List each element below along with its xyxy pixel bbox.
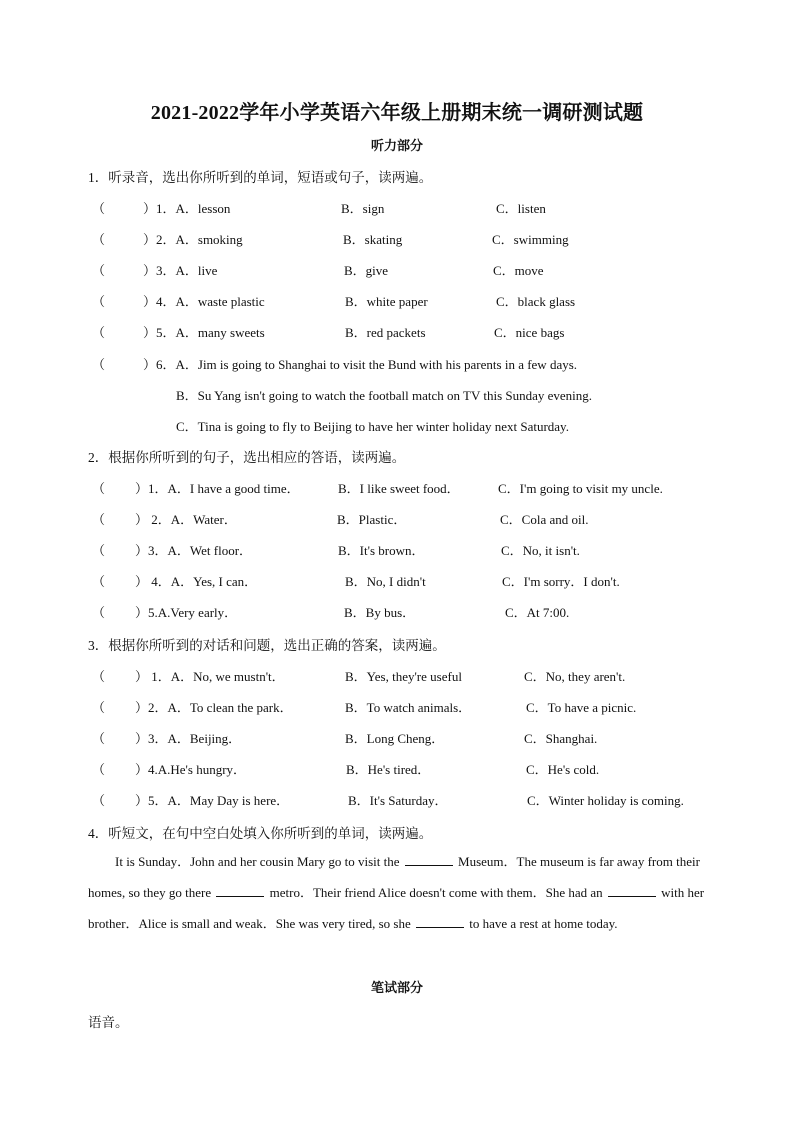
part1-item-c: C．black glass [496, 294, 576, 309]
part2-item-a: ） 4．A．Yes, I can． [135, 574, 258, 589]
part1-item6-c: C．Tina is going to fly to Beijing to have her winter holiday next Saturday. [176, 419, 569, 434]
passage-text: with her brother．Alice is small and weak．She was very tired, so she [88, 885, 705, 931]
part2-item-a: ） 2．A．Water． [135, 512, 237, 527]
listening-heading: 听力部分 [370, 138, 423, 153]
part1-item-c: C．move [493, 263, 544, 278]
part1-instruction: 1．听录音，选出你所听到的单词，短语或句子，读两遍。 [88, 170, 433, 185]
part1-item-b: B．skating [343, 232, 403, 247]
fill-blank[interactable] [416, 915, 464, 928]
part3-item-b: B．To watch animals． [345, 700, 472, 715]
part1-item-c: C．nice bags [494, 325, 565, 340]
part1-item-b: B．sign [341, 201, 385, 216]
part1-item6-b: B．Su Yang isn't going to watch the football match on TV this Sunday evening. [176, 388, 593, 403]
fill-blank[interactable] [608, 884, 656, 897]
passage-text: to have a rest at [469, 916, 551, 931]
passage-text: It is Sunday．John and her cousin Mary go to visit the [115, 854, 400, 869]
part1-item-b: B．white paper [345, 294, 428, 309]
part3-item-a: ）5．A．May Day is here． [135, 793, 290, 808]
part3-item-c: C．Winter holiday is coming. [527, 793, 684, 808]
part3-item-c: C．To have a picnic. [526, 700, 637, 715]
part2-item-b: B．I like sweet food． [338, 481, 460, 496]
part3-item-c: C．No, they aren't. [524, 669, 626, 684]
part1-item-a: ）5．A．many sweets [143, 325, 265, 340]
written-heading: 笔试部分 [370, 980, 423, 995]
part1-item6-a: ）6．A．Jim is going to Shanghai to visit the Bund with his parents in a few days. [143, 357, 578, 372]
part2-item-c: C．I'm going to visit my uncle. [498, 481, 663, 496]
part2-item-a: ）5.A.Very early． [135, 605, 238, 620]
fill-blank[interactable] [216, 884, 264, 897]
part2-item-a: ）3．A．Wet floor． [135, 543, 253, 558]
passage-text: home today. [554, 916, 618, 931]
part3-item-b: B．Yes, they're useful [345, 669, 462, 684]
exam-title: 2021-2022学年小学英语六年级上册期末统一调研测试题 [150, 102, 644, 124]
part3-item-b: B．He's tired． [346, 762, 431, 777]
part3-item-c: C．He's cold. [526, 762, 600, 777]
part1-item-a: ）2．A．smoking [143, 232, 243, 247]
part4-passage [88, 846, 708, 939]
part3-item-a: ）3．A．Beijing． [135, 731, 242, 746]
part1-item-b: B．red packets [345, 325, 426, 340]
part3-item-a: ） 1．A．No, we mustn't． [135, 669, 285, 684]
part2-item-c: C．Cola and oil. [500, 512, 589, 527]
part2-item-a: ）1．A．I have a good time． [135, 481, 300, 496]
part3-item-b: B．Long Cheng． [345, 731, 445, 746]
part1-item-c: C．swimming [492, 232, 569, 247]
part2-instruction: 2．根据你所听到的句子，选出相应的答语，读两遍。 [88, 450, 406, 465]
part2-item-c: C．No, it isn't. [501, 543, 580, 558]
part1-item-a: ）3．A．live [143, 263, 218, 278]
part1-item-a: ）1．A．lesson [143, 201, 231, 216]
part2-item-c: C．At 7:00. [505, 605, 570, 620]
part2-item-b: B．By bus． [344, 605, 416, 620]
passage-text: metro．Their friend Alice doesn't come with them．She had an [269, 885, 603, 900]
part2-item-c: C．I'm sorry．I don't. [502, 574, 620, 589]
phonetics-label: 语音。 [88, 1015, 129, 1030]
fill-blank[interactable] [405, 853, 453, 866]
part3-item-a: ）2．A．To clean the park． [135, 700, 293, 715]
part3-instruction: 3．根据你所听到的对话和问题，选出正确的答案，读两遍。 [88, 638, 446, 653]
part1-item-b: B．give [344, 263, 389, 278]
part4-instruction: 4．听短文，在句中空白处填入你所听到的单词，读两遍。 [88, 826, 433, 841]
passage-text: Museum．The museum is far away [458, 854, 645, 869]
part3-item-b: B．It's Saturday． [348, 793, 448, 808]
part3-item-c: C．Shanghai. [524, 731, 598, 746]
part2-item-b: B．It's brown． [338, 543, 425, 558]
part1-item-c: C．listen [496, 201, 546, 216]
passage-text: from their homes, so they go there [88, 854, 700, 900]
part3-item-a: ）4.A.He's hungry． [135, 762, 247, 777]
part2-item-b: B．No, I didn't [345, 574, 426, 589]
part1-item-a: ）4．A．waste plastic [143, 294, 265, 309]
part2-item-b: B．Plastic． [337, 512, 407, 527]
